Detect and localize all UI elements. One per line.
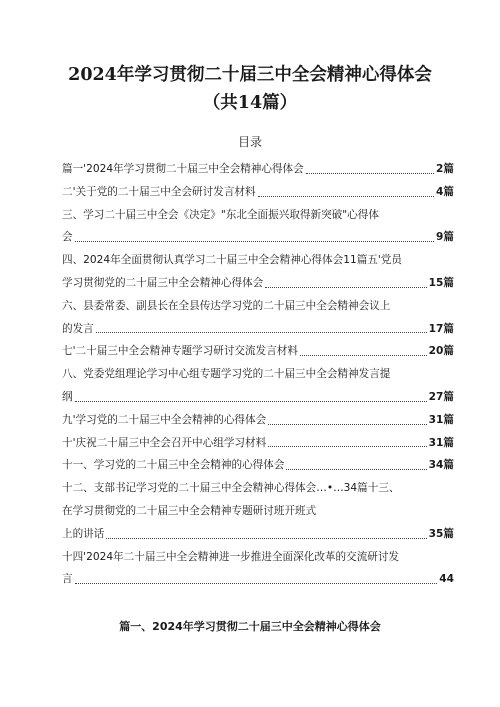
toc-dot-leader bbox=[96, 332, 427, 333]
toc-line[interactable] bbox=[62, 226, 454, 249]
toc-entry-text: 三、学习二十届三中全会《决定》"东北全面振兴取得新突破"心得体 bbox=[62, 208, 379, 221]
toc-page-number: 31篇 bbox=[428, 413, 454, 426]
toc-line[interactable] bbox=[62, 568, 454, 591]
toc-page-number: 35篇 bbox=[428, 527, 454, 540]
toc-page-number: 34篇 bbox=[428, 459, 454, 472]
toc-dot-leader bbox=[75, 241, 434, 242]
toc-line[interactable] bbox=[62, 454, 454, 477]
toc-entry-text: 九'学习党的二十届三中全会精神的心得体会 bbox=[62, 413, 267, 426]
toc-line[interactable] bbox=[62, 158, 454, 181]
toc-line[interactable] bbox=[62, 523, 454, 546]
toc-page-number: 4篇 bbox=[436, 185, 454, 198]
toc-dot-leader bbox=[268, 446, 426, 447]
toc-entry-text: 言 bbox=[62, 573, 73, 586]
toc-line[interactable] bbox=[62, 318, 454, 341]
toc-entry-text: 七'二十届三中全会精神专题学习研讨交流发言材料 bbox=[62, 345, 298, 358]
toc-entry-text: 上的讲话 bbox=[62, 527, 105, 540]
toc-dot-leader bbox=[75, 583, 438, 584]
toc-page-number: 15篇 bbox=[428, 276, 454, 289]
toc-entry-text: 会 bbox=[62, 231, 73, 244]
toc-page-number: 31篇 bbox=[428, 436, 454, 449]
toc-line[interactable] bbox=[62, 386, 454, 409]
toc-entry-text: 学习贯彻党的二十届三中全会精神心得体会 bbox=[62, 276, 264, 289]
toc-dot-leader bbox=[286, 469, 426, 470]
toc-entry-text: 十'庆祝二十届三中全会召开中心组学习材料 bbox=[62, 436, 267, 449]
toc-line[interactable] bbox=[62, 477, 454, 500]
toc-line[interactable] bbox=[62, 249, 454, 272]
toc-page-number: 27篇 bbox=[428, 390, 454, 403]
toc-line[interactable] bbox=[62, 340, 454, 363]
toc-line[interactable] bbox=[62, 181, 454, 204]
toc-page-number: 44 bbox=[439, 573, 454, 586]
toc-entry-text: 八、党委党组理论学习中心组专题学习党的二十届三中全会精神发言提 bbox=[62, 368, 391, 381]
toc-heading: 目录 bbox=[237, 135, 262, 149]
toc-dot-leader bbox=[306, 173, 434, 174]
toc-entry-text: 十四'2024年二十届三中全会精神进一步推进全面深化改革的交流研讨发 bbox=[62, 550, 400, 563]
toc-dot-leader bbox=[75, 401, 427, 402]
toc-entry-text: 六、县委常委、副县长在全县传达学习党的二十届三中全会精神会议上 bbox=[62, 299, 391, 312]
toc-entry-text: 篇一'2024年学习贯彻二十届三中全会精神心得体会 bbox=[62, 163, 304, 175]
toc-page-number: 20篇 bbox=[428, 345, 454, 358]
toc-entry-text: 的发言 bbox=[62, 322, 94, 335]
toc-dot-leader bbox=[106, 538, 426, 539]
toc-page-number: 17篇 bbox=[428, 322, 454, 335]
toc-entry-text: 纲 bbox=[62, 390, 73, 403]
toc-dot-leader bbox=[268, 424, 426, 425]
table-of-contents bbox=[62, 158, 454, 591]
toc-entry-text: 在学习贯彻党的二十届三中全会精神专题研讨班开班式 bbox=[62, 504, 317, 517]
toc-entry-text: 十二、支部书记学习党的二十届三中全会精神心得体会…•…34篇十三、 bbox=[62, 482, 400, 495]
toc-dot-leader bbox=[258, 196, 434, 197]
toc-line[interactable] bbox=[62, 272, 454, 295]
toc-entry-text: 四、2024年全面贯彻认真学习二十届三中全会精神心得体会11篇五'党员 bbox=[62, 254, 402, 267]
document-subtitle-count: （共14篇） bbox=[202, 93, 298, 113]
toc-line[interactable] bbox=[62, 500, 454, 523]
toc-line[interactable] bbox=[62, 409, 454, 432]
toc-dot-leader bbox=[300, 355, 427, 356]
toc-page-number: 2篇 bbox=[436, 163, 454, 175]
toc-line[interactable] bbox=[62, 363, 454, 386]
toc-entry-text: 二'关于党的二十届三中全会研讨发言材料 bbox=[62, 185, 256, 198]
toc-entry-text: 十一、学习党的二十届三中全会精神的心得体会 bbox=[62, 459, 285, 472]
toc-line[interactable] bbox=[62, 295, 454, 318]
section-heading: 篇一、2024年学习贯彻二十届三中全会精神心得体会 bbox=[119, 620, 381, 633]
toc-page-number: 9篇 bbox=[436, 231, 454, 244]
document-title: 2024年学习贯彻二十届三中全会精神心得体会 bbox=[68, 65, 432, 85]
toc-line[interactable] bbox=[62, 546, 454, 569]
toc-line[interactable] bbox=[62, 204, 454, 227]
toc-dot-leader bbox=[265, 287, 426, 288]
toc-line[interactable] bbox=[62, 432, 454, 455]
